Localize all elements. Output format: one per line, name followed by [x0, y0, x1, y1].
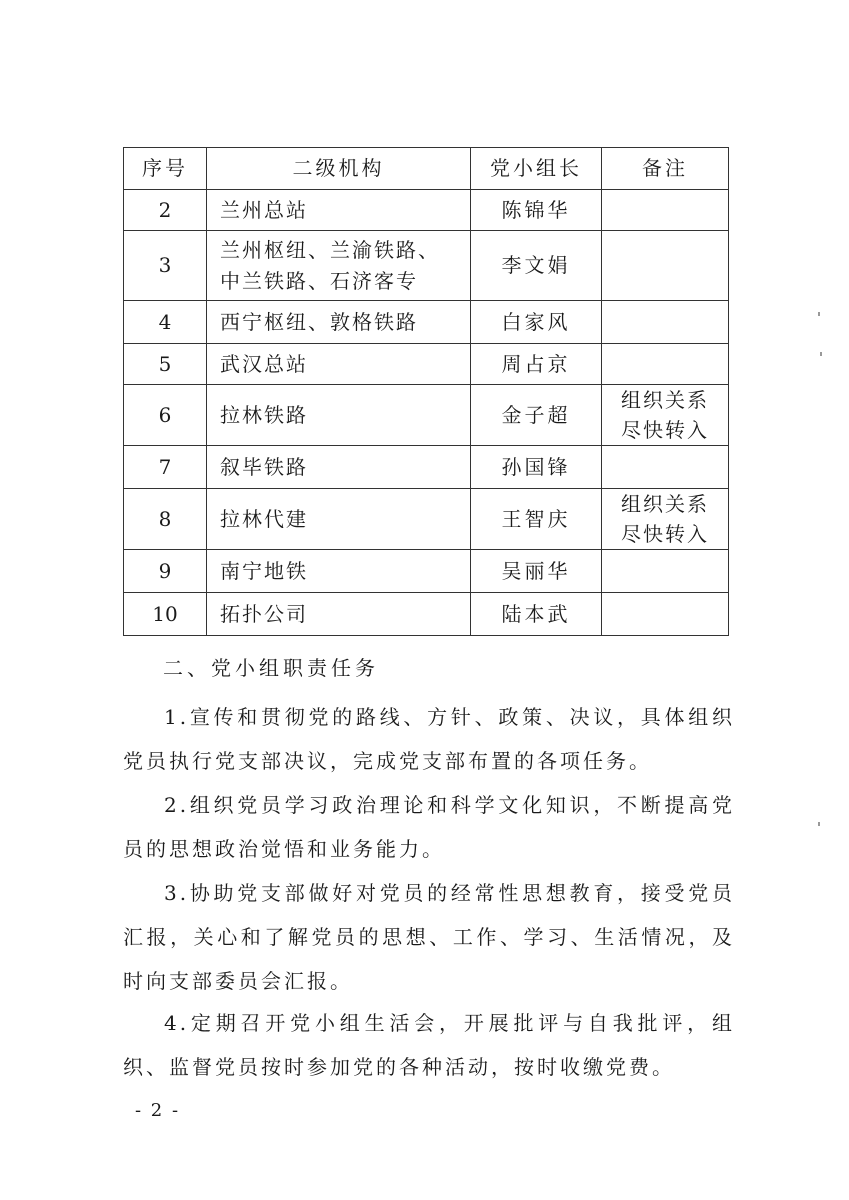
- organization-line: 西宁枢纽、敦格铁路: [220, 309, 418, 334]
- table-header-row: [124, 148, 729, 190]
- table-row: [124, 190, 729, 231]
- table-row: [124, 446, 729, 489]
- row-note: [602, 489, 729, 550]
- row-number: 2: [124, 190, 207, 231]
- table-body: [124, 190, 729, 636]
- row-note: [602, 385, 729, 446]
- row-organization: [207, 231, 471, 301]
- row-group-leader: 白家风: [471, 301, 602, 344]
- organization-line: 拉林铁路: [220, 402, 308, 427]
- header-org: 二级机构: [207, 148, 471, 190]
- row-group-leader: 王智庆: [471, 489, 602, 550]
- header-num: 序号: [124, 148, 207, 190]
- row-number: 9: [124, 550, 207, 593]
- row-organization: [207, 593, 471, 636]
- organization-line: 兰州总站: [220, 197, 308, 222]
- table-row: [124, 550, 729, 593]
- scan-speck: [818, 312, 820, 316]
- row-note: [602, 446, 729, 489]
- row-number: 6: [124, 385, 207, 446]
- row-group-leader: 周占京: [471, 344, 602, 385]
- row-organization: [207, 550, 471, 593]
- table-row: [124, 301, 729, 344]
- row-organization: [207, 301, 471, 344]
- table-row: [124, 593, 729, 636]
- table-row: [124, 344, 729, 385]
- header-note: 备注: [602, 148, 729, 190]
- duty-paragraph-1: 1.宣传和贯彻党的路线、方针、政策、决议，具体组织党员执行党支部决议，完成党支部布置的各项任务。: [123, 705, 735, 773]
- members-table-wrap: [123, 147, 728, 636]
- organization-line: 拉林代建: [220, 506, 308, 531]
- party-group-table: [123, 147, 729, 636]
- note-line: 尽快转入: [621, 418, 709, 442]
- organization-line: 兰州枢纽、兰渝铁路、: [220, 237, 440, 262]
- scan-speck: [818, 822, 820, 826]
- section-title: 二、党小组职责任务: [163, 656, 379, 680]
- row-group-leader: 陈锦华: [471, 190, 602, 231]
- row-number: 3: [124, 231, 207, 301]
- row-note: [602, 231, 729, 301]
- row-organization: [207, 190, 471, 231]
- row-number: 7: [124, 446, 207, 489]
- row-organization: [207, 489, 471, 550]
- duty-paragraph-4: 4.定期召开党小组生活会，开展批评与自我批评，组织、监督党员按时参加党的各种活动，按时收缴党费。: [123, 1011, 735, 1079]
- row-note: [602, 550, 729, 593]
- row-number: 10: [124, 593, 207, 636]
- organization-line: 拓扑公司: [220, 601, 308, 626]
- row-organization: [207, 344, 471, 385]
- organization-line: 叙毕铁路: [220, 454, 308, 479]
- scan-speck: [820, 352, 822, 356]
- note-line: 尽快转入: [621, 522, 709, 546]
- row-note: [602, 344, 729, 385]
- row-number: 5: [124, 344, 207, 385]
- row-group-leader: 李文娟: [471, 231, 602, 301]
- organization-line: 南宁地铁: [220, 558, 308, 583]
- duty-paragraph-3: 3.协助党支部做好对党员的经常性思想教育，接受党员汇报，关心和了解党员的思想、工作、学习、生活情况，及时向支部委员会汇报。: [123, 881, 735, 993]
- row-note: [602, 190, 729, 231]
- header-leader: 党小组长: [471, 148, 602, 190]
- row-organization: [207, 385, 471, 446]
- organization-line: 中兰铁路、石济客专: [220, 268, 418, 293]
- row-group-leader: 孙国锋: [471, 446, 602, 489]
- row-number: 8: [124, 489, 207, 550]
- note-line: 组织关系: [621, 388, 709, 412]
- table-row: [124, 231, 729, 301]
- page-number: - 2 -: [135, 1100, 181, 1121]
- row-group-leader: 陆本武: [471, 593, 602, 636]
- row-note: [602, 301, 729, 344]
- row-group-leader: 吴丽华: [471, 550, 602, 593]
- organization-line: 武汉总站: [220, 351, 308, 376]
- note-line: 组织关系: [621, 492, 709, 516]
- row-number: 4: [124, 301, 207, 344]
- row-group-leader: 金子超: [471, 385, 602, 446]
- row-note: [602, 593, 729, 636]
- table-row: [124, 385, 729, 446]
- duty-paragraph-2: 2.组织党员学习政治理论和科学文化知识，不断提高党员的思想政治觉悟和业务能力。: [123, 793, 735, 861]
- row-organization: [207, 446, 471, 489]
- table-row: [124, 489, 729, 550]
